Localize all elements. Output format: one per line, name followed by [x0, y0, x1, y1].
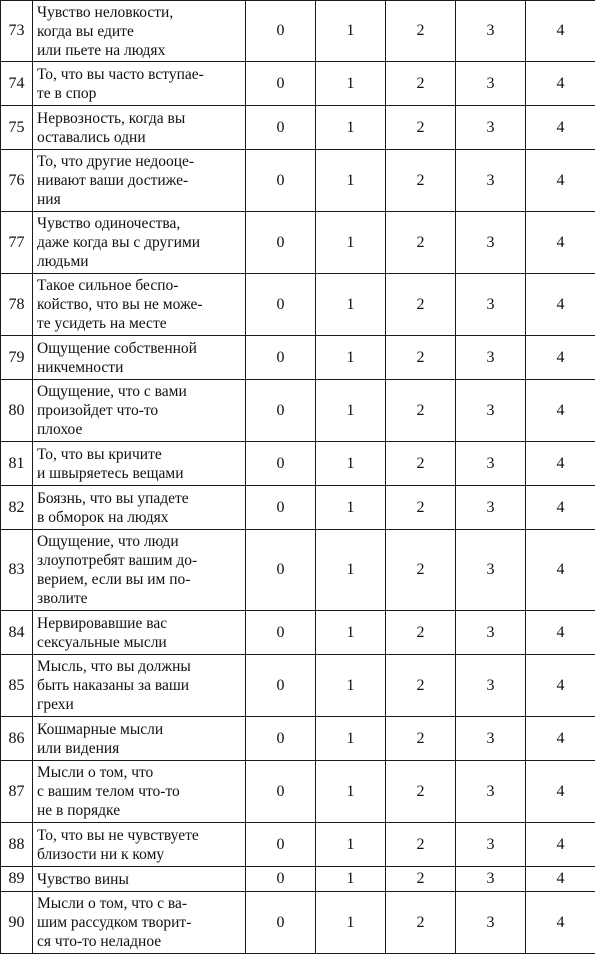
statement-line: сексуальные мысли [37, 633, 167, 651]
rating-option-1[interactable]: 1 [316, 212, 386, 274]
rating-option-2[interactable]: 2 [386, 1, 456, 62]
rating-option-1[interactable]: 1 [316, 106, 386, 150]
table-row [1, 336, 595, 380]
table-row [1, 212, 595, 274]
rating-option-4[interactable]: 4 [526, 717, 595, 761]
table-row [1, 486, 595, 530]
rating-option-0[interactable]: 0 [246, 274, 316, 336]
rating-option-0[interactable]: 0 [246, 62, 316, 106]
rating-option-2[interactable]: 2 [386, 62, 456, 106]
item-number: 84 [1, 611, 33, 655]
statement-line: верием, если вы им по- [37, 571, 191, 588]
rating-option-3[interactable]: 3 [456, 442, 526, 486]
rating-option-1[interactable]: 1 [316, 761, 386, 823]
statement-line: с вашим телом что-то [37, 783, 180, 800]
rating-option-3[interactable]: 3 [456, 486, 526, 530]
table-row [1, 150, 595, 212]
item-statement [33, 867, 246, 892]
rating-option-3[interactable]: 3 [456, 212, 526, 274]
item-statement [33, 442, 246, 486]
rating-option-1[interactable]: 1 [316, 1, 386, 62]
item-statement [33, 336, 246, 380]
statement-line: не в порядке [37, 802, 121, 819]
rating-option-2[interactable]: 2 [386, 867, 456, 892]
item-statement [33, 1, 246, 62]
rating-option-1[interactable]: 1 [316, 530, 386, 611]
rating-option-3[interactable]: 3 [456, 530, 526, 611]
statement-line: Ощущение собственной [37, 339, 197, 357]
statement-line: Мысли о том, что с ва- [37, 895, 188, 912]
rating-option-0[interactable]: 0 [246, 486, 316, 530]
rating-option-2[interactable]: 2 [386, 530, 456, 611]
item-statement [33, 892, 246, 954]
rating-option-2[interactable]: 2 [386, 274, 456, 336]
rating-option-0[interactable]: 0 [246, 442, 316, 486]
statement-line: Мысль, что вы должны [37, 658, 191, 675]
statement-line: оставались одни [37, 128, 146, 146]
rating-option-3[interactable]: 3 [456, 62, 526, 106]
table-row [1, 380, 595, 442]
rating-option-0[interactable]: 0 [246, 106, 316, 150]
rating-option-4[interactable]: 4 [526, 336, 595, 380]
rating-option-1[interactable]: 1 [316, 892, 386, 954]
item-statement [33, 611, 246, 655]
rating-option-0[interactable]: 0 [246, 611, 316, 655]
rating-option-1[interactable]: 1 [316, 150, 386, 212]
item-statement [33, 486, 246, 530]
rating-option-3[interactable]: 3 [456, 611, 526, 655]
statement-line: или видения [37, 739, 120, 757]
rating-option-2[interactable]: 2 [386, 823, 456, 867]
item-number: 90 [1, 892, 33, 954]
statement-line: когда вы едите [37, 22, 134, 40]
table-row [1, 892, 595, 954]
rating-option-2[interactable]: 2 [386, 212, 456, 274]
table-row [1, 442, 595, 486]
rating-option-4[interactable]: 4 [526, 530, 595, 611]
statement-line: То, что вы кричите [37, 445, 162, 463]
statement-line: злоупотребят вашим до- [37, 552, 198, 569]
rating-option-0[interactable]: 0 [246, 380, 316, 442]
table-row [1, 530, 595, 611]
statement-line: койство, что вы не може- [37, 296, 203, 313]
rating-option-3[interactable]: 3 [456, 274, 526, 336]
item-number: 85 [1, 655, 33, 717]
rating-option-1[interactable]: 1 [316, 336, 386, 380]
rating-option-3[interactable]: 3 [456, 655, 526, 717]
rating-option-3[interactable]: 3 [456, 106, 526, 150]
rating-option-3[interactable]: 3 [456, 336, 526, 380]
rating-option-2[interactable]: 2 [386, 106, 456, 150]
rating-option-4[interactable]: 4 [526, 823, 595, 867]
rating-option-4[interactable]: 4 [526, 655, 595, 717]
item-statement [33, 212, 246, 274]
statement-line: никчемности [37, 358, 124, 376]
rating-option-0[interactable]: 0 [246, 655, 316, 717]
rating-option-3[interactable]: 3 [456, 380, 526, 442]
rating-option-1[interactable]: 1 [316, 486, 386, 530]
statement-line: Ощущение, что люди [37, 533, 179, 550]
table-row [1, 62, 595, 106]
rating-option-4[interactable]: 4 [526, 106, 595, 150]
statement-line: или пьете на людях [37, 41, 166, 59]
rating-option-4[interactable]: 4 [526, 761, 595, 823]
rating-option-2[interactable]: 2 [386, 655, 456, 717]
table-row [1, 1, 595, 62]
statement-line: даже когда вы с другими [37, 234, 201, 251]
rating-option-2[interactable]: 2 [386, 150, 456, 212]
item-number: 76 [1, 150, 33, 212]
statement-line: плохое [37, 421, 83, 438]
rating-option-2[interactable]: 2 [386, 336, 456, 380]
item-statement [33, 380, 246, 442]
statement-line: ния [37, 191, 61, 208]
rating-option-4[interactable]: 4 [526, 867, 595, 892]
statement-line: Нервозность, когда вы [37, 109, 186, 127]
item-statement [33, 274, 246, 336]
rating-option-0[interactable]: 0 [246, 530, 316, 611]
table-row [1, 611, 595, 655]
rating-option-2[interactable]: 2 [386, 717, 456, 761]
statement-line: произойдет что-то [37, 402, 159, 419]
rating-option-0[interactable]: 0 [246, 823, 316, 867]
rating-option-4[interactable]: 4 [526, 150, 595, 212]
statement-line: шим рассудком творит- [37, 914, 192, 931]
table-row [1, 823, 595, 867]
item-number: 78 [1, 274, 33, 336]
statement-line: ся что-то неладное [37, 933, 162, 950]
rating-option-2[interactable]: 2 [386, 380, 456, 442]
item-statement [33, 106, 246, 150]
statement-line: те в спор [37, 84, 97, 102]
statement-line: То, что вы часто вступае- [37, 65, 204, 83]
statement-line: те усидеть на месте [37, 315, 167, 332]
rating-option-3[interactable]: 3 [456, 761, 526, 823]
rating-option-0[interactable]: 0 [246, 1, 316, 62]
rating-option-1[interactable]: 1 [316, 442, 386, 486]
rating-option-2[interactable]: 2 [386, 611, 456, 655]
item-statement [33, 823, 246, 867]
rating-option-2[interactable]: 2 [386, 761, 456, 823]
rating-option-0[interactable]: 0 [246, 336, 316, 380]
rating-option-4[interactable]: 4 [526, 62, 595, 106]
rating-option-1[interactable]: 1 [316, 274, 386, 336]
rating-option-4[interactable]: 4 [526, 442, 595, 486]
statement-line: в обморок на людях [37, 508, 169, 526]
questionnaire-body [1, 1, 595, 954]
rating-option-3[interactable]: 3 [456, 150, 526, 212]
rating-option-1[interactable]: 1 [316, 380, 386, 442]
rating-option-4[interactable]: 4 [526, 611, 595, 655]
table-row [1, 655, 595, 717]
item-number: 77 [1, 212, 33, 274]
statement-line: Нервировавшие вас [37, 614, 168, 632]
item-statement [33, 717, 246, 761]
item-number: 73 [1, 1, 33, 62]
rating-option-3[interactable]: 3 [456, 717, 526, 761]
rating-option-4[interactable]: 4 [526, 486, 595, 530]
item-number: 89 [1, 867, 33, 892]
rating-option-0[interactable]: 0 [246, 717, 316, 761]
table-row [1, 106, 595, 150]
statement-line: Мысли о том, что [37, 764, 154, 781]
rating-option-4[interactable]: 4 [526, 212, 595, 274]
table-row [1, 761, 595, 823]
rating-option-1[interactable]: 1 [316, 611, 386, 655]
item-number: 80 [1, 380, 33, 442]
item-statement [33, 530, 246, 611]
item-number: 81 [1, 442, 33, 486]
item-number: 75 [1, 106, 33, 150]
rating-option-0[interactable]: 0 [246, 892, 316, 954]
item-statement [33, 62, 246, 106]
rating-option-2[interactable]: 2 [386, 442, 456, 486]
rating-option-4[interactable]: 4 [526, 380, 595, 442]
item-number: 79 [1, 336, 33, 380]
rating-option-1[interactable]: 1 [316, 62, 386, 106]
rating-option-0[interactable]: 0 [246, 212, 316, 274]
statement-line: людьми [37, 253, 89, 270]
rating-option-1[interactable]: 1 [316, 655, 386, 717]
item-number: 83 [1, 530, 33, 611]
item-number: 82 [1, 486, 33, 530]
statement-line: Кошмарные мысли [37, 720, 164, 738]
statement-line: быть наказаны за ваши [37, 677, 190, 694]
statement-line: Чувство одиночества, [37, 215, 181, 232]
statement-line: Чувство неловкости, [37, 3, 174, 21]
rating-option-1[interactable]: 1 [316, 867, 386, 892]
statement-line: Чувство вины [37, 870, 129, 888]
item-number: 88 [1, 823, 33, 867]
rating-option-2[interactable]: 2 [386, 892, 456, 954]
statement-line: То, что другие недооце- [37, 153, 195, 170]
statement-line: Боязнь, что вы упадете [37, 489, 189, 507]
item-statement [33, 655, 246, 717]
item-statement [33, 150, 246, 212]
statement-line: грехи [37, 696, 74, 713]
rating-option-1[interactable]: 1 [316, 717, 386, 761]
rating-option-0[interactable]: 0 [246, 761, 316, 823]
statement-line: нивают ваши достиже- [37, 172, 189, 189]
statement-line: близости ни к кому [37, 845, 165, 863]
statement-line: зволите [37, 590, 88, 607]
rating-option-3[interactable]: 3 [456, 867, 526, 892]
rating-option-0[interactable]: 0 [246, 867, 316, 892]
item-statement [33, 761, 246, 823]
rating-option-4[interactable]: 4 [526, 1, 595, 62]
table-row [1, 717, 595, 761]
item-number: 86 [1, 717, 33, 761]
item-number: 74 [1, 62, 33, 106]
statement-line: Такое сильное беспо- [37, 277, 179, 294]
rating-option-1[interactable]: 1 [316, 823, 386, 867]
rating-option-3[interactable]: 3 [456, 1, 526, 62]
table-row [1, 867, 595, 892]
statement-line: и швыряетесь вещами [37, 464, 184, 482]
rating-option-0[interactable]: 0 [246, 150, 316, 212]
statement-line: Ощущение, что с вами [37, 383, 187, 400]
rating-option-4[interactable]: 4 [526, 892, 595, 954]
rating-option-4[interactable]: 4 [526, 274, 595, 336]
rating-option-3[interactable]: 3 [456, 823, 526, 867]
item-number: 87 [1, 761, 33, 823]
table-row [1, 274, 595, 336]
rating-option-3[interactable]: 3 [456, 892, 526, 954]
rating-option-2[interactable]: 2 [386, 486, 456, 530]
statement-line: То, что вы не чувствуете [37, 826, 199, 844]
